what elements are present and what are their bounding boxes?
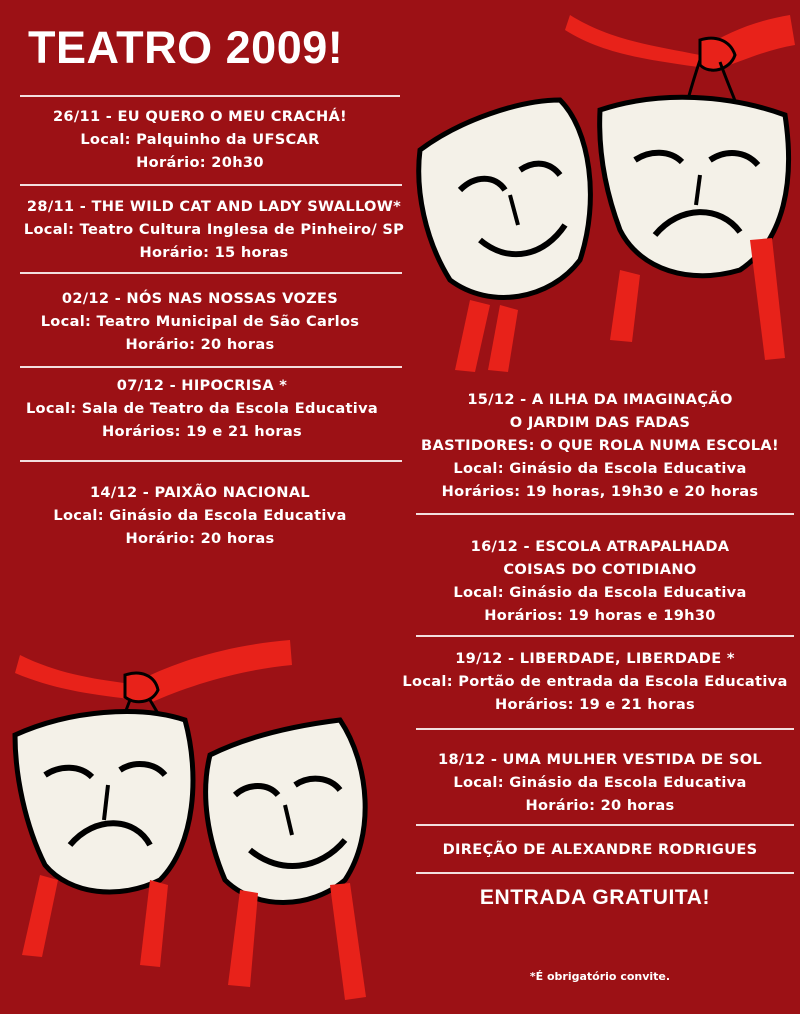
divider [20,272,402,274]
divider [20,366,402,368]
event-location: Local: Ginásio da Escola Educativa [453,584,747,601]
event-time: Horário: 20 horas [125,336,275,353]
event-title: 07/12 - HIPOCRISA * [116,377,288,394]
event-block [400,748,800,817]
event-title: 18/12 - UMA MULHER VESTIDA DE SOL [437,751,762,768]
event-time: Horários: 19 e 21 horas [495,696,695,713]
event-location: Local: Ginásio da Escola Educativa [453,774,747,791]
event-location: Local: Teatro Cultura Inglesa de Pinheiro/ SP [23,221,405,238]
divider [20,460,402,462]
event-title: 02/12 - NÓS NAS NOSSAS VOZES [61,290,339,307]
event-time: Horário: 20h30 [136,154,264,171]
event-location: Local: Teatro Municipal de São Carlos [40,313,360,330]
event-time: Horário: 15 horas [139,244,289,261]
event-title: 28/11 - THE WILD CAT AND LADY SWALLOW* [26,198,402,215]
event-location: Local: Ginásio da Escola Educativa [53,507,347,524]
event-block [0,195,428,264]
divider [416,513,794,515]
event-title: 16/12 - ESCOLA ATRAPALHADA [470,538,730,555]
theater-masks-icon [0,625,400,1010]
event-block [0,374,404,443]
event-subtitle: O JARDIM DAS FADAS [509,414,691,431]
event-time: Horários: 19 horas, 19h30 e 20 horas [441,483,759,500]
event-location: Local: Ginásio da Escola Educativa [453,460,747,477]
event-time: Horário: 20 horas [125,530,275,547]
event-block [0,287,400,356]
event-block [0,481,400,550]
event-title: 14/12 - PAIXÃO NACIONAL [89,484,311,501]
event-title: 15/12 - A ILHA DA IMAGINAÇÃO [467,391,733,408]
divider [20,184,402,186]
divider [416,824,794,826]
theater-masks-icon [400,0,800,380]
event-location: Local: Portão de entrada da Escola Educativa [402,673,788,690]
invitation-footnote: *É obrigatório convite. [529,970,671,983]
event-block [400,535,800,627]
divider [20,95,400,97]
event-subtitle: BASTIDORES: O QUE ROLA NUMA ESCOLA! [421,437,779,454]
event-title: 19/12 - LIBERDADE, LIBERDADE * [455,650,735,667]
event-location: Local: Palquinho da UFSCAR [80,131,320,148]
event-subtitle: COISAS DO COTIDIANO [503,561,697,578]
event-block [390,647,800,716]
free-entry-label: ENTRADA GRATUITA! [479,886,711,909]
divider [416,872,794,874]
direction-credit: DIREÇÃO DE ALEXANDRE RODRIGUES [442,841,758,858]
event-time: Horários: 19 horas e 19h30 [484,607,716,624]
poster-title: TEATRO 2009! [28,22,344,73]
event-time: Horários: 19 e 21 horas [102,423,302,440]
divider [416,635,794,637]
event-location: Local: Sala de Teatro da Escola Educativa [25,400,379,417]
event-block [0,105,400,174]
event-time: Horário: 20 horas [525,797,675,814]
event-title: 26/11 - EU QUERO O MEU CRACHÁ! [52,108,348,125]
divider [416,728,794,730]
event-block [400,388,800,503]
